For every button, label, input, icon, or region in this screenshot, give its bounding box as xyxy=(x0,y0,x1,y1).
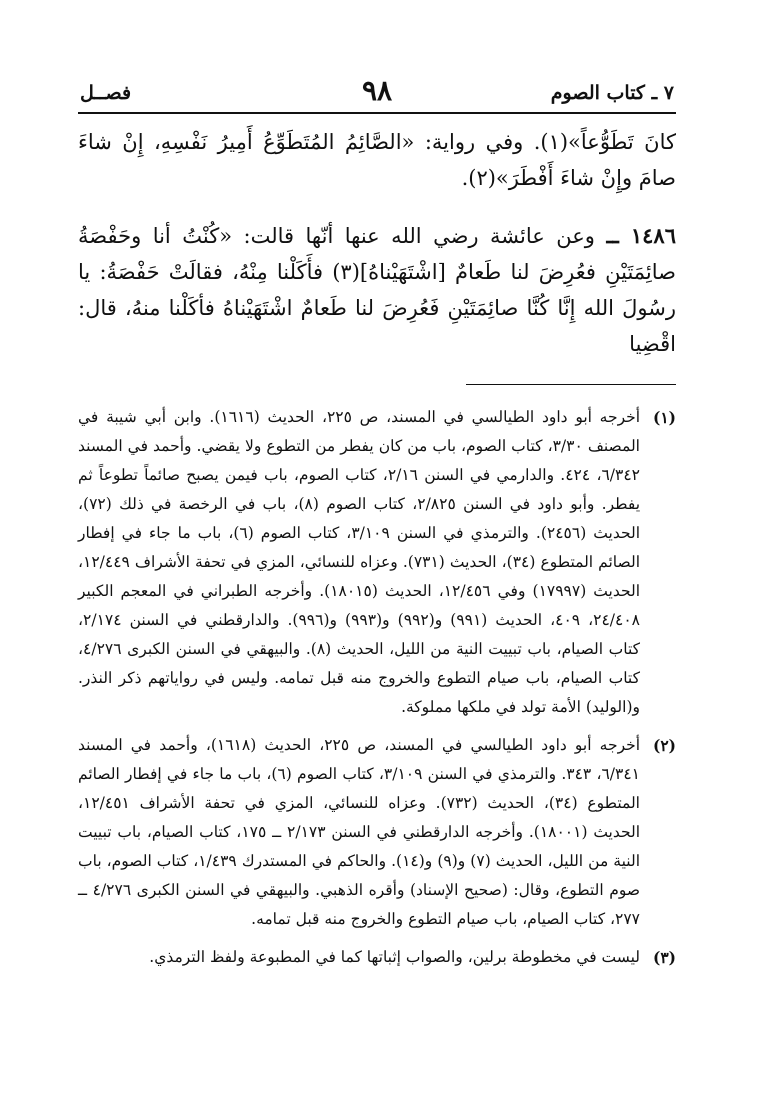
footnote-marker: (٣) xyxy=(652,948,676,967)
footnote-text: ليست في مخطوطة برلين، والصواب إثباتها كما في المطبوعة ولفظ الترمذي. xyxy=(149,948,640,966)
footnotes xyxy=(78,403,676,972)
hadith-text: وعن عائشة رضي الله عنها أنّها قالت: «كُنْتُ أنا وحَفْصَةُ صائِمَتَيْنِ فعُرِضَ لنا طَعامٌ [اشْتَهَيْناهُ](٣) فأَكَلْنا مِنْهُ، فقالَتْ حَفْصَةُ: يا رسُولَ الله إِنَّا كُنَّا صائِمَتَيْنِ فَعُرِضَ لنا طَعامٌ اشْتَهَيْناهُ فأكَلْنا منهُ، قال: اقْضِيا xyxy=(78,224,677,356)
footnote-2 xyxy=(78,731,676,934)
footnote-text: أخرجه أبو داود الطيالسي في المسند، ص ٢٢٥، الحديث (١٦١٦). وابن أبي شيبة في المصنف ٣/٣٠، كتاب الصوم، باب من كان يفطر من التطوع ولا يقضي. وأحمد في المسند ٦/٣٤٢، ٤٢٤. والدارمي في السنن ٢/١٦، كتاب الصوم، باب فيمن يصبح صائماً تطوعاً ثم يفطر. وأبو داود في السنن ٢/٨٢٥، كتاب الصوم (٨)، باب في الرخصة في ذلك (٧٢)، الحديث (٢٤٥٦). والترمذي في السنن ٣/١٠٩، كتاب الصوم (٦)، باب ما جاء في إفطار الصائم المتطوع (٣٤)، الحديث (٧٣١). وعزاه للنسائي، المزي في تحفة الأشراف ١٢/٤٤٩، الحديث (١٧٩٩٧) وفي ١٢/٤٥٦، الحديث (١٨٠١٥). وأخرجه الطبراني في المعجم الكبير ٢٤/٤٠٨، ٤٠٩، الحديث (٩٩١) و(٩٩٢) و(٩٩٣) و(٩٩٦). والدارقطني في السنن ٢/١٧٤، كتاب الصيام، باب تبييت النية من الليل، الحديث (٨). والبيهقي في السنن الكبرى ٤/٢٧٦، كتاب الصيام، باب صيام التطوع والخروج منه قبل تمامه. وليس في رواياتهم ذكر النذر. و(الوليد) الأمة تولد في ملكها مملوكة. xyxy=(78,408,641,716)
footnote-separator xyxy=(466,384,676,385)
footnote-marker: (٢) xyxy=(652,736,676,755)
footnote-1 xyxy=(78,403,676,722)
main-text xyxy=(78,124,676,362)
document-page xyxy=(78,72,676,981)
hadith-number: ١٤٨٦ ــ xyxy=(606,223,676,248)
footnote-3 xyxy=(78,943,676,972)
footnote-text: أخرجه أبو داود الطيالسي في المسند، ص ٢٢٥، الحديث (١٦١٨)، وأحمد في المسند ٦/٣٤١، ٣٤٣. والترمذي في السنن ٣/١٠٩، كتاب الصوم (٦)، باب ما جاء في إفطار الصائم المتطوع (٣٤)، الحديث (٧٣٢). وعزاه للنسائي، المزي في تحفة الأشراف ١٢/٤٥١، الحديث (١٨٠٠١). وأخرجه الدارقطني في السنن ٢/١٧٣ ــ ١٧٥، كتاب الصيام، باب تبييت النية من الليل، الحديث (٧) و(٩) و(١٤). والحاكم في المستدرك ١/٤٣٩، كتاب الصوم، باب صوم التطوع، وقال: (صحيح الإسناد) وأقره الذهبي. والبيهقي في السنن الكبرى ٤/٢٧٦ ــ ٢٧٧، كتاب الصيام، باب صيام التطوع والخروج منه قبل تمامه. xyxy=(78,736,641,928)
paragraph-continuation: كانَ تَطَوُّعاً»(١). وفي رواية: «الصَّائِمُ المُتَطَوِّعُ أَمِيرُ نَفْسِهِ، إِنْ شاءَ صامَ وإِنْ شاءَ أَفْطَرَ»(٢). xyxy=(78,130,676,190)
page-number: ٩٨ xyxy=(361,74,393,107)
running-header xyxy=(78,72,676,114)
hadith-paragraph xyxy=(78,218,676,362)
chapter-title: ٧ ـ كتاب الصوم xyxy=(550,82,674,104)
footnote-marker: (١) xyxy=(652,408,676,427)
section-title: فصــل xyxy=(80,82,132,104)
